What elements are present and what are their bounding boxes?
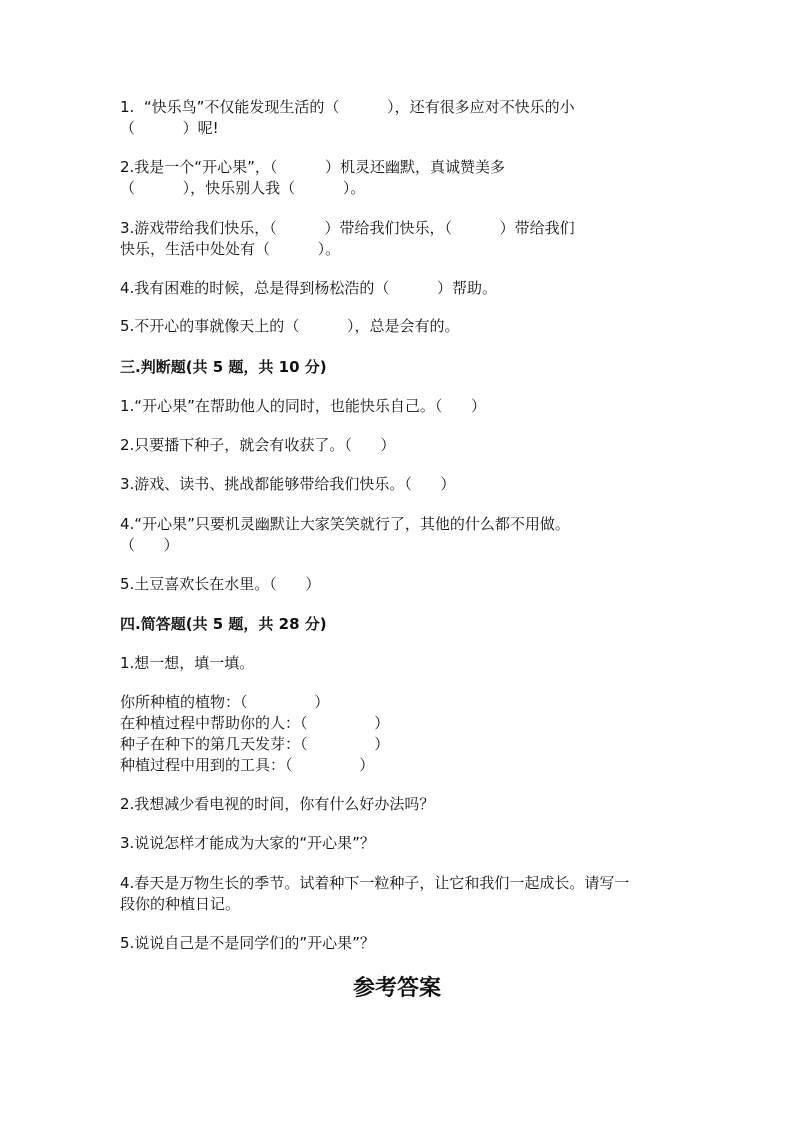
short-q1-prompt: 1.想一想，填一填。 bbox=[120, 654, 255, 672]
judge-q1: 1.“开心果”在帮助他人的同时，也能快乐自己。（ ） bbox=[120, 397, 486, 415]
fill-blank-q5: 5.不开心的事就像天上的（ ），总是会有的。 bbox=[120, 317, 460, 335]
judge-q4-line1: 4.“开心果”只要机灵幽默让大家笑笑就行了，其他的什么都不用做。 bbox=[120, 515, 570, 533]
short-q5: 5.说说自己是不是同学们的”开心果”？ bbox=[120, 934, 375, 952]
short-q1-line1: 你所种植的植物：（ ） bbox=[120, 693, 330, 711]
short-q1-line3: 种子在种下的第几天发芽：（ ） bbox=[120, 735, 390, 753]
judge-q2: 2.只要播下种子，就会有收获了。（ ） bbox=[120, 436, 396, 454]
fill-blank-q4: 4.我有困难的时候，总是得到杨松浩的（ ）帮助。 bbox=[120, 279, 497, 297]
short-q4-line2: 段你的种植日记。 bbox=[120, 895, 241, 913]
short-q4-line1: 4.春天是万物生长的季节。试着种下一粒种子，让它和我们一起成长。请写一 bbox=[120, 874, 630, 892]
fill-blank-q3-line2: 快乐，生活中处处有（ ）。 bbox=[120, 240, 341, 258]
fill-blank-q1-line1: 1. “快乐鸟”不仅能发现生活的（ ），还有很多应对不快乐的小 bbox=[120, 98, 575, 116]
judge-q4-line2: （ ） bbox=[120, 536, 179, 554]
fill-blank-q1-line2: （ ）呢! bbox=[120, 119, 219, 137]
short-q2: 2.我想减少看电视的时间，你有什么好办法吗？ bbox=[120, 795, 435, 813]
judge-q5: 5.土豆喜欢长在水里。（ ） bbox=[120, 575, 321, 593]
answer-key-title: 参考答案 bbox=[352, 975, 441, 1001]
short-q1-line2: 在种植过程中帮助你的人：（ ） bbox=[120, 714, 390, 732]
section4-title: 四.简答题(共 5 题，共 28 分) bbox=[120, 615, 327, 633]
short-q1-line4: 种植过程中用到的工具：（ ） bbox=[120, 756, 375, 774]
fill-blank-q2-line1: 2.我是一个“开心果”，（ ）机灵还幽默，真诚赞美多 bbox=[120, 158, 506, 176]
short-q3: 3.说说怎样才能成为大家的“开心果”？ bbox=[120, 834, 375, 852]
fill-blank-q2-line2: （ ），快乐别人我（ ）。 bbox=[120, 179, 366, 197]
judge-q3: 3.游戏、读书、挑战都能够带给我们快乐。（ ） bbox=[120, 475, 456, 493]
section3-title: 三.判断题(共 5 题，共 10 分) bbox=[120, 358, 327, 376]
fill-blank-q3-line1: 3.游戏带给我们快乐，（ ）带给我们快乐，（ ）带给我们 bbox=[120, 219, 575, 237]
